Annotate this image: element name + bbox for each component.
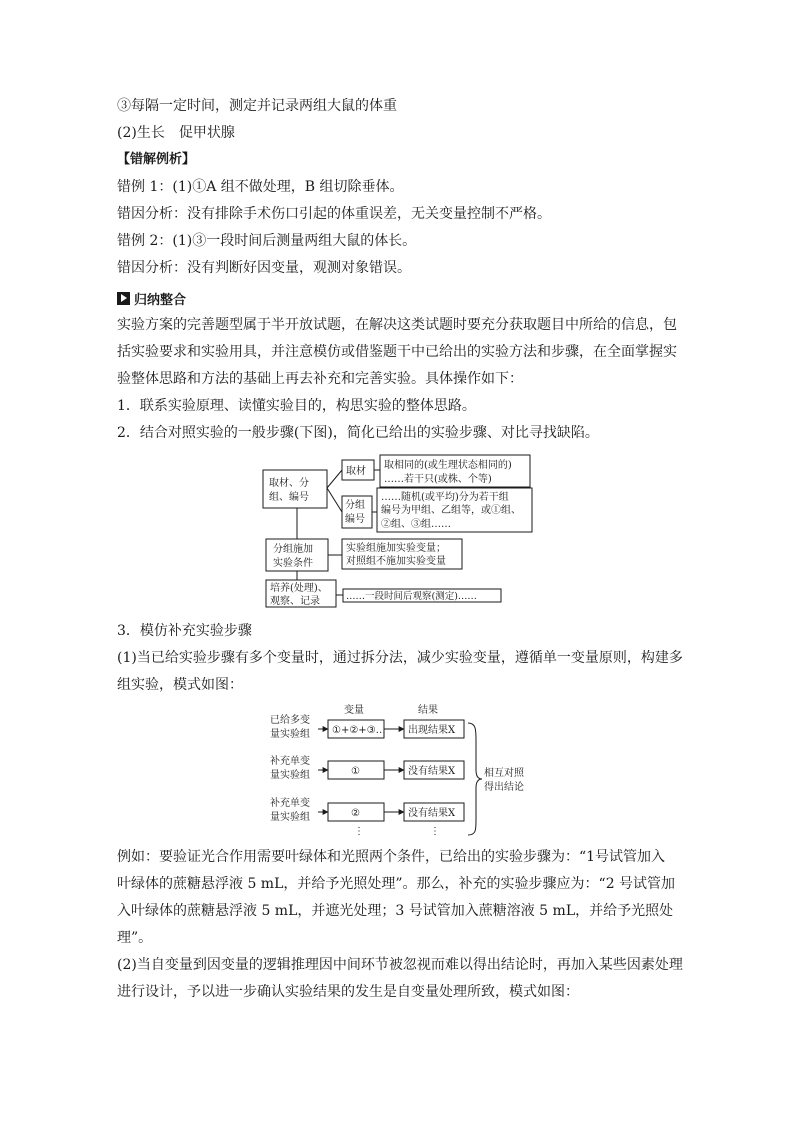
quzai-desc-text: 取相同的(或生理状态相同的) [384,460,512,471]
step-3-sub1-line: (1)当已给实验步骤有多个变量时，通过拆分法，减少实验变量，遵循单一变量原则，构建多 [117,650,683,666]
conclusion-text: 相互对照 [484,768,524,779]
column-result-header: 结果 [418,705,438,716]
bottom-box-text: 观察、记录 [270,596,320,607]
row-label: 已给多变 [270,715,310,726]
result-text: 没有结果X [408,808,456,819]
summary-paragraph-line: 实验方案的完善题型属于半开放试题，在解决这类试题时要充分获取题目中所给的信息，包 [117,317,677,333]
example-line: 例如：要验证光合作用需要叶绿体和光照两个条件，已给出的实验步骤为：“1号试管加入 [117,849,666,865]
summary-title: 归纳整合 [134,292,187,308]
left-box-text: 组、编号 [269,492,309,503]
error-analysis-line: 错例 2：(1)③一段时间后测量两组大鼠的体长。 [117,233,417,249]
bottom-desc-text: ……一段时间后观察(测定)…… [346,591,477,602]
step-2: 2．结合对照实验的一般步骤(下图)，简化已给出的实验步骤、对比寻找缺陷。 [117,425,599,441]
intro-line: ③每隔一定时间，测定并记录两组大鼠的体重 [117,98,397,114]
result-text: 出现结果X [408,725,456,736]
error-analysis-line: 错因分析：没有排除手术伤口引起的体重误差，无关变量控制不严格。 [117,206,551,222]
step-3-heading: 3．模仿补充实验步骤 [117,623,252,639]
quzai-text: 取材 [346,466,366,477]
row-label: 补充单变 [270,756,310,767]
conclusion-text: 得出结论 [484,782,524,793]
summary-paragraph-line: 括实验要求和实验用具，并注意模仿或借鉴题干中已给出的实验方法和步骤，在全面掌握实 [117,344,677,360]
row-label: 量实验组 [270,770,310,781]
variable-text: ①+②+③… [332,725,386,736]
mid-desc-text: 对照组不施加实验变量 [346,556,446,567]
error-analysis-heading: 【错解例析】 [117,152,196,167]
example-line: 理”。 [117,930,153,946]
bottom-box-text: 培养(处理)、 [270,583,328,594]
example-line: 叶绿体的蔗糖悬浮液 5 mL，并给予光照处理”。那么，补充的实验步骤应为：“2 号试管加 [117,876,676,892]
variable-text: ① [351,766,360,777]
fenzu-text: 分组 [345,500,365,511]
row-label: 量实验组 [270,812,310,823]
result-text: 没有结果X [408,766,456,777]
row-label: 补充单变 [270,798,310,809]
row-label: 量实验组 [270,729,310,740]
error-analysis-line: 错例 1：(1)①A 组不做处理，B 组切除垂体。 [117,179,404,195]
step-3-sub2-line: 进行设计，予以进一步确认实验结果的发生是自变量处理所致，模式如图： [117,984,579,1000]
mid-box-text: 实验条件 [273,558,313,569]
fenzu-desc-text: 编号为甲组、乙组等，或①组、 [381,505,521,516]
column-variable-header: 变量 [344,705,364,716]
example-line: 入叶绿体的蔗糖悬浮液 5 mL，并遮光处理；3 号试管加入蔗糖溶液 5 mL，并给予光照处 [117,903,674,919]
mid-desc-text: 实验组施加实验变量； [346,543,446,554]
step-3-sub2-line: (2)当自变量到因变量的逻辑推理因中间环节被忽视而难以得出结论时，再加入某些因素处理 [117,957,683,973]
error-analysis-line: 错因分析：没有判断好因变量，观测对象错误。 [117,260,411,276]
ellipsis: ⋮ [354,826,364,837]
variable-text: ② [351,808,360,819]
fenzu-desc-text: ……随机(或平均)分为若干组 [381,492,509,503]
step-3-sub1-line: 组实验，模式如图： [117,677,243,693]
quzai-desc-text: ……若干只(或株、个等) [384,474,492,485]
conclusion-brace [468,723,482,835]
fenzu-desc-text: ②组、③组…… [381,519,451,530]
left-box-text: 取材、分 [269,478,309,489]
summary-paragraph-line: 验整体思路和方法的基础上再去补充和完善实验。具体操作如下： [117,371,523,387]
intro-line: (2)生长 促甲状腺 [117,125,235,141]
fenzu-text: 编号 [345,514,365,525]
step-1: 1．联系实验原理、读懂实验目的，构思实验的整体思路。 [117,398,476,414]
ellipsis: ⋮ [430,826,440,837]
mid-box-text: 分组施加 [273,544,313,555]
